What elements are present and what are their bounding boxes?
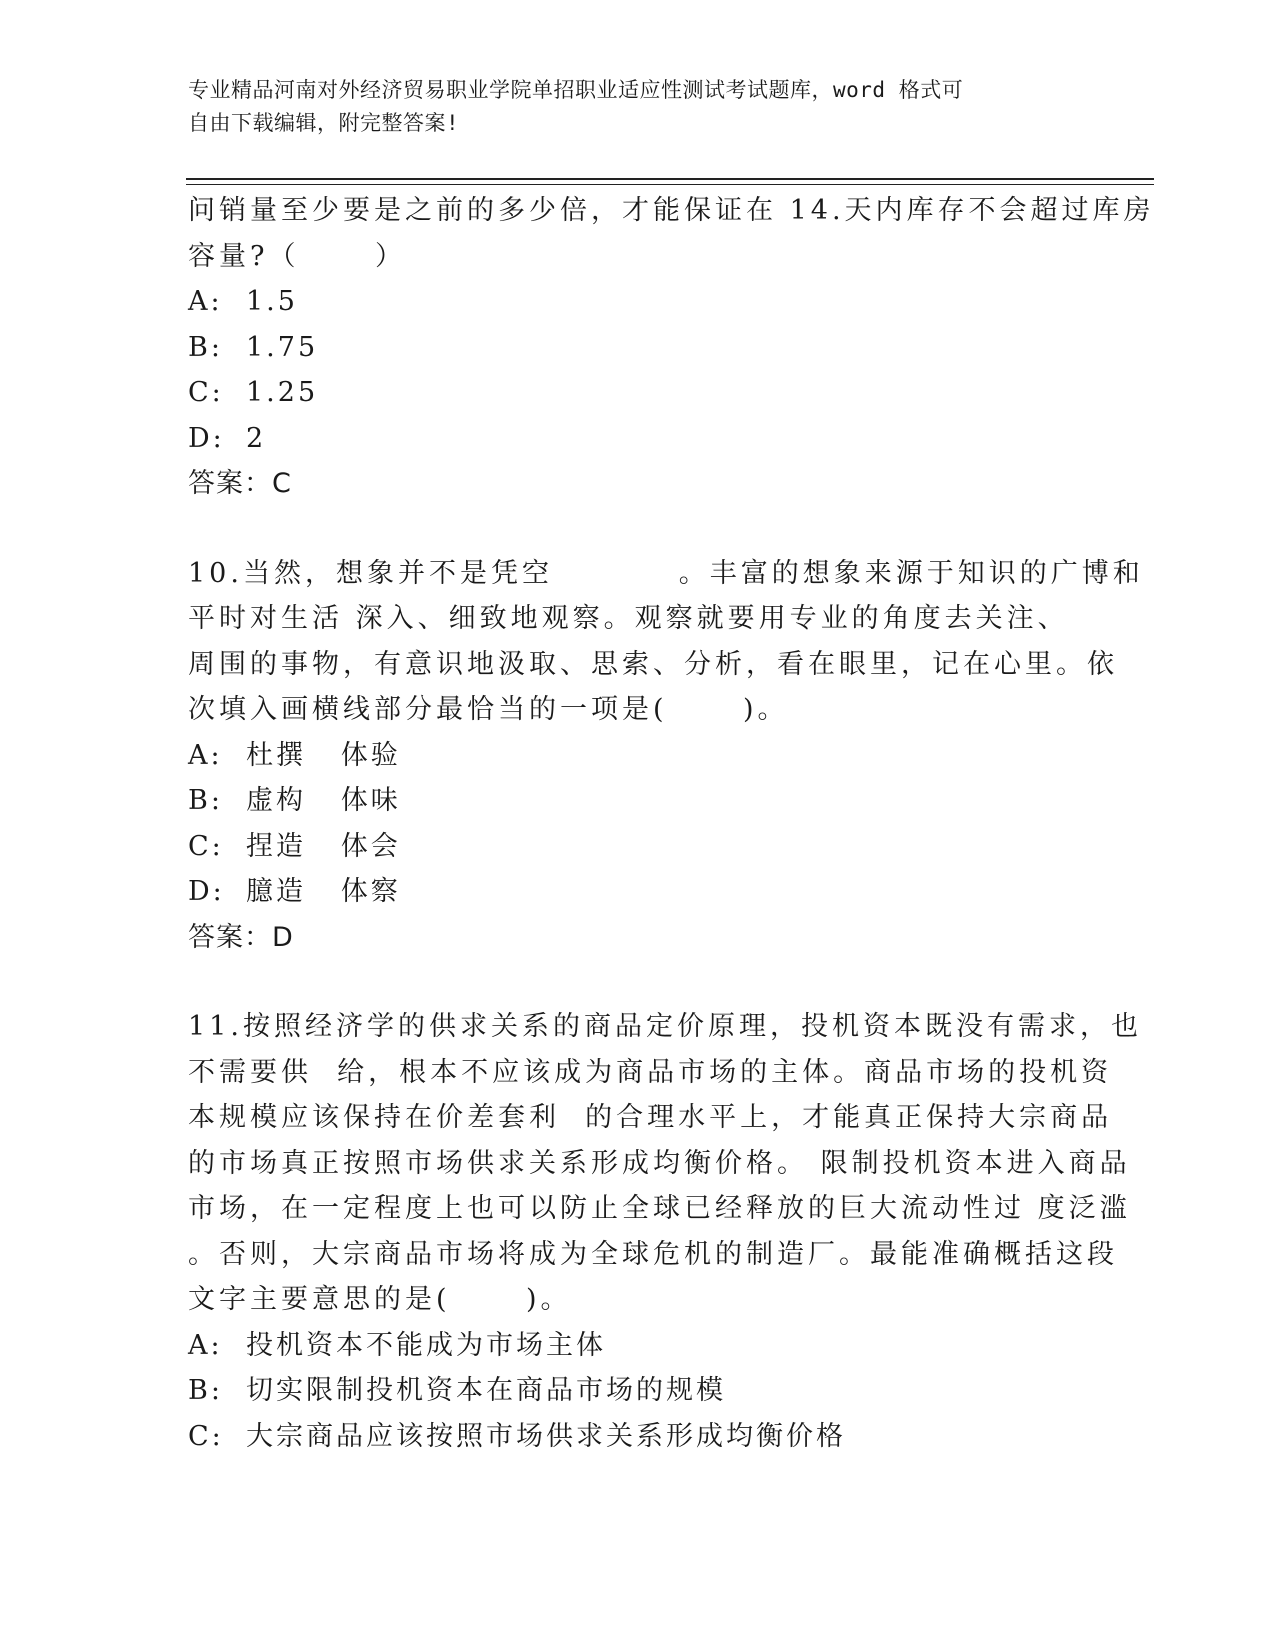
question-text-line: 平时对生活 深入、细致地观察。观察就要用专业的角度去关注、 (188, 603, 1069, 634)
option-text: 捏造 体会 (246, 830, 401, 862)
option-c (188, 370, 1088, 416)
option-key: D: (188, 876, 225, 907)
header-line-1: 专业精品河南对外经济贸易职业学院单招职业适应性测试考试题库，word 格式可 (188, 78, 964, 102)
question-text-line: 。否则，大宗商品市场将成为全球危机的制造厂。最能准确概括这段 (188, 1238, 1118, 1270)
answer-label: 答案：D (188, 921, 294, 953)
header-rule-thick (186, 178, 1154, 180)
document-header (188, 74, 1088, 140)
question-text-line: 10.当然，想象并不是凭空 。丰富的想象来源于知识的广博和 (188, 557, 1144, 589)
option-text: 杜撰 体验 (246, 739, 401, 771)
option-b (188, 1368, 1088, 1414)
option-key: A: (188, 739, 223, 771)
header-line-2: 自由下载编辑，附完整答案! (188, 111, 460, 135)
option-text: 臆造 体察 (246, 876, 401, 907)
question-10 (188, 551, 1144, 961)
option-c (188, 824, 1088, 870)
question-text-line: 周围的事物，有意识地汲取、思索、分析，看在眼里，记在心里。依 (188, 648, 1118, 680)
option-text: 大宗商品应该按照市场供求关系形成均衡价格 (246, 1420, 846, 1452)
option-text: 1.5 (246, 286, 298, 317)
option-key: A: (188, 286, 223, 317)
question-text-line: 的市场真正按照市场供求关系形成均衡价格。 限制投机资本进入商品 (188, 1147, 1131, 1179)
option-text: 1.25 (246, 377, 319, 408)
question-text-line: 不需要供 给，根本不应该成为商品市场的主体。商品市场的投机资 (188, 1056, 1113, 1088)
option-a (188, 733, 1088, 779)
option-key: A: (188, 1329, 223, 1361)
option-key: C: (188, 377, 224, 408)
question-text-line: 文字主要意思的是( )。 (188, 1284, 572, 1315)
option-text: 切实限制投机资本在商品市场的规模 (246, 1375, 726, 1406)
option-key: B: (188, 331, 223, 363)
question-text-line: 本规模应该保持在价差套利 的合理水平上，才能真正保持大宗商品 (188, 1102, 1113, 1133)
option-text: 1.75 (246, 331, 319, 363)
document-body (188, 188, 1155, 1459)
option-key: B: (188, 785, 223, 816)
option-a (188, 1323, 1088, 1369)
option-key: B: (188, 1375, 223, 1406)
question-text-line: 市场，在一定程度上也可以防止全球已经释放的巨大流动性过 度泛滥 (188, 1193, 1131, 1224)
option-key: D: (188, 422, 225, 454)
option-d (188, 416, 1088, 462)
option-c (188, 1414, 1088, 1460)
question-text-line: 11.按照经济学的供求关系的商品定价原理，投机资本既没有需求，也 (188, 1011, 1142, 1042)
answer-label: 答案：C (188, 468, 292, 499)
option-text: 投机资本不能成为市场主体 (246, 1329, 606, 1361)
option-b (188, 778, 1088, 824)
option-b (188, 325, 1088, 371)
option-text: 2 (246, 422, 267, 454)
option-text: 虚构 体味 (246, 785, 401, 816)
question-text-line: 容量?（ ） (188, 240, 406, 272)
question-text-line: 次填入画横线部分最恰当的一项是( )。 (188, 694, 789, 725)
question-9 (188, 188, 1155, 507)
option-a (188, 279, 1088, 325)
option-key: C: (188, 830, 224, 862)
header-rule-thin (186, 184, 1154, 185)
option-key: C: (188, 1420, 224, 1452)
question-11 (188, 1004, 1142, 1459)
question-text-line: 问销量至少要是之前的多少倍，才能保证在 14.天内库存不会超过库房 (188, 195, 1155, 226)
option-d (188, 869, 1088, 915)
